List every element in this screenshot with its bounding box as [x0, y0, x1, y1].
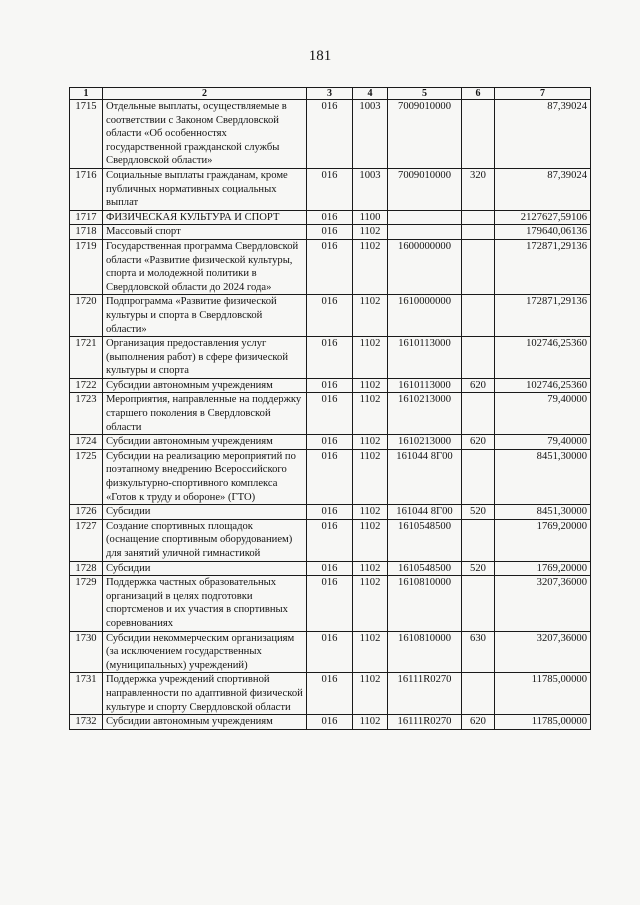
- row-number-cell: 1732: [70, 715, 103, 730]
- row-name-cell: Субсидии на реализацию мероприятий по поэтапному внедрению Всероссийского физкультурно-спортивного комплекса «Готов к труду и обороне» (ГТО): [103, 449, 307, 504]
- row-section-code-cell: 1102: [353, 576, 388, 631]
- row-name-cell: Субсидии автономным учреждениям: [103, 378, 307, 393]
- column-header-2: 2: [103, 88, 307, 100]
- row-section-code-cell: 1102: [353, 378, 388, 393]
- row-section-code-cell: 1102: [353, 715, 388, 730]
- table-row: [70, 519, 591, 561]
- row-number-cell: 1726: [70, 505, 103, 520]
- table-row: [70, 576, 591, 631]
- row-target-article-cell: 161044 8Г00: [388, 505, 462, 520]
- column-header-5: 5: [388, 88, 462, 100]
- row-amount-cell: 11785,00000: [495, 715, 591, 730]
- column-header-1: 1: [70, 88, 103, 100]
- row-number-cell: 1730: [70, 631, 103, 673]
- row-target-article-cell: 161044 8Г00: [388, 449, 462, 504]
- row-amount-cell: 8451,30000: [495, 449, 591, 504]
- row-number-cell: 1731: [70, 673, 103, 715]
- row-target-article-cell: 1610548500: [388, 561, 462, 576]
- row-expense-type-cell: 520: [462, 561, 495, 576]
- row-department-code-cell: 016: [307, 576, 353, 631]
- row-number-cell: 1721: [70, 337, 103, 379]
- table-row: [70, 100, 591, 169]
- row-amount-cell: 102746,25360: [495, 337, 591, 379]
- row-amount-cell: 172871,29136: [495, 239, 591, 294]
- row-section-code-cell: 1102: [353, 519, 388, 561]
- row-number-cell: 1717: [70, 210, 103, 225]
- row-section-code-cell: 1102: [353, 295, 388, 337]
- row-number-cell: 1720: [70, 295, 103, 337]
- row-expense-type-cell: [462, 295, 495, 337]
- row-target-article-cell: 1610000000: [388, 295, 462, 337]
- row-amount-cell: 2127627,59106: [495, 210, 591, 225]
- row-name-cell: Поддержка учреждений спортивной направленности по адаптивной физической культуре и спорту Свердловской области: [103, 673, 307, 715]
- row-name-cell: ФИЗИЧЕСКАЯ КУЛЬТУРА И СПОРТ: [103, 210, 307, 225]
- row-name-cell: Создание спортивных площадок (оснащение спортивным оборудованием) для занятий уличной гимнастикой: [103, 519, 307, 561]
- table-row: [70, 239, 591, 294]
- row-section-code-cell: 1102: [353, 449, 388, 504]
- row-department-code-cell: 016: [307, 239, 353, 294]
- row-amount-cell: 102746,25360: [495, 378, 591, 393]
- row-expense-type-cell: [462, 673, 495, 715]
- table-body: [70, 100, 591, 730]
- table-row: [70, 631, 591, 673]
- row-number-cell: 1725: [70, 449, 103, 504]
- row-name-cell: Поддержка частных образовательных организаций в целях подготовки спортсменов и их участия в спортивных соревнованиях: [103, 576, 307, 631]
- row-expense-type-cell: 620: [462, 435, 495, 450]
- row-amount-cell: 179640,06136: [495, 225, 591, 240]
- row-section-code-cell: 1102: [353, 505, 388, 520]
- row-department-code-cell: 016: [307, 225, 353, 240]
- row-number-cell: 1716: [70, 168, 103, 210]
- budget-table: [69, 87, 591, 730]
- row-target-article-cell: 1610213000: [388, 393, 462, 435]
- row-amount-cell: 172871,29136: [495, 295, 591, 337]
- row-name-cell: Субсидии автономным учреждениям: [103, 435, 307, 450]
- row-department-code-cell: 016: [307, 295, 353, 337]
- row-expense-type-cell: [462, 449, 495, 504]
- row-department-code-cell: 016: [307, 505, 353, 520]
- row-section-code-cell: 1100: [353, 210, 388, 225]
- row-section-code-cell: 1102: [353, 337, 388, 379]
- table-row: [70, 505, 591, 520]
- column-header-4: 4: [353, 88, 388, 100]
- table-header: [70, 88, 591, 100]
- row-target-article-cell: 1610810000: [388, 576, 462, 631]
- row-expense-type-cell: 630: [462, 631, 495, 673]
- row-number-cell: 1718: [70, 225, 103, 240]
- row-name-cell: Субсидии автономным учреждениям: [103, 715, 307, 730]
- row-target-article-cell: 7009010000: [388, 100, 462, 169]
- row-expense-type-cell: 620: [462, 378, 495, 393]
- row-target-article-cell: [388, 210, 462, 225]
- row-target-article-cell: 1610548500: [388, 519, 462, 561]
- column-header-6: 6: [462, 88, 495, 100]
- row-number-cell: 1724: [70, 435, 103, 450]
- row-name-cell: Организация предоставления услуг (выполнения работ) в сфере физической культуры и спорта: [103, 337, 307, 379]
- row-amount-cell: 11785,00000: [495, 673, 591, 715]
- row-target-article-cell: 16111R0270: [388, 715, 462, 730]
- table-row: [70, 449, 591, 504]
- table-row: [70, 561, 591, 576]
- row-target-article-cell: 1610213000: [388, 435, 462, 450]
- table-row: [70, 225, 591, 240]
- table-row: [70, 337, 591, 379]
- column-header-7: 7: [495, 88, 591, 100]
- row-expense-type-cell: 520: [462, 505, 495, 520]
- row-section-code-cell: 1102: [353, 435, 388, 450]
- row-name-cell: Массовый спорт: [103, 225, 307, 240]
- row-amount-cell: 1769,20000: [495, 519, 591, 561]
- row-section-code-cell: 1102: [353, 673, 388, 715]
- row-amount-cell: 8451,30000: [495, 505, 591, 520]
- row-name-cell: Государственная программа Свердловской области «Развитие физической культуры, спорта и молодежной политики в Свердловской области до 2024 года»: [103, 239, 307, 294]
- row-number-cell: 1715: [70, 100, 103, 169]
- row-number-cell: 1722: [70, 378, 103, 393]
- row-name-cell: Отдельные выплаты, осуществляемые в соответствии с Законом Свердловской области «Об особенностях государственной гражданской службы Свердловской области»: [103, 100, 307, 169]
- row-name-cell: Субсидии некоммерческим организациям (за исключением государственных (муниципальных) учреждений): [103, 631, 307, 673]
- table-row: [70, 295, 591, 337]
- row-target-article-cell: 1600000000: [388, 239, 462, 294]
- row-number-cell: 1723: [70, 393, 103, 435]
- row-expense-type-cell: [462, 100, 495, 169]
- table-row: [70, 378, 591, 393]
- row-expense-type-cell: [462, 393, 495, 435]
- row-department-code-cell: 016: [307, 673, 353, 715]
- row-expense-type-cell: 620: [462, 715, 495, 730]
- row-name-cell: Субсидии: [103, 505, 307, 520]
- row-department-code-cell: 016: [307, 100, 353, 169]
- table-row: [70, 168, 591, 210]
- row-name-cell: Субсидии: [103, 561, 307, 576]
- row-expense-type-cell: [462, 225, 495, 240]
- row-target-article-cell: 1610113000: [388, 337, 462, 379]
- row-target-article-cell: [388, 225, 462, 240]
- table-row: [70, 673, 591, 715]
- row-section-code-cell: 1003: [353, 100, 388, 169]
- row-number-cell: 1719: [70, 239, 103, 294]
- row-department-code-cell: 016: [307, 378, 353, 393]
- row-amount-cell: 3207,36000: [495, 631, 591, 673]
- row-department-code-cell: 016: [307, 337, 353, 379]
- row-amount-cell: 79,40000: [495, 435, 591, 450]
- row-number-cell: 1729: [70, 576, 103, 631]
- row-department-code-cell: 016: [307, 210, 353, 225]
- row-section-code-cell: 1102: [353, 225, 388, 240]
- row-amount-cell: 87,39024: [495, 100, 591, 169]
- table-row: [70, 210, 591, 225]
- row-expense-type-cell: [462, 337, 495, 379]
- row-expense-type-cell: [462, 210, 495, 225]
- row-amount-cell: 1769,20000: [495, 561, 591, 576]
- row-target-article-cell: 16111R0270: [388, 673, 462, 715]
- table-row: [70, 715, 591, 730]
- row-target-article-cell: 7009010000: [388, 168, 462, 210]
- row-section-code-cell: 1102: [353, 393, 388, 435]
- row-expense-type-cell: [462, 519, 495, 561]
- row-amount-cell: 3207,36000: [495, 576, 591, 631]
- row-department-code-cell: 016: [307, 519, 353, 561]
- row-target-article-cell: 1610810000: [388, 631, 462, 673]
- row-department-code-cell: 016: [307, 449, 353, 504]
- row-department-code-cell: 016: [307, 561, 353, 576]
- column-header-3: 3: [307, 88, 353, 100]
- row-number-cell: 1728: [70, 561, 103, 576]
- row-amount-cell: 79,40000: [495, 393, 591, 435]
- row-expense-type-cell: [462, 576, 495, 631]
- row-name-cell: Мероприятия, направленные на поддержку старшего поколения в Свердловской области: [103, 393, 307, 435]
- row-department-code-cell: 016: [307, 393, 353, 435]
- row-expense-type-cell: [462, 239, 495, 294]
- row-section-code-cell: 1102: [353, 561, 388, 576]
- row-name-cell: Социальные выплаты гражданам, кроме публичных нормативных социальных выплат: [103, 168, 307, 210]
- row-number-cell: 1727: [70, 519, 103, 561]
- table-row: [70, 393, 591, 435]
- row-target-article-cell: 1610113000: [388, 378, 462, 393]
- row-department-code-cell: 016: [307, 168, 353, 210]
- row-name-cell: Подпрограмма «Развитие физической культуры и спорта в Свердловской области»: [103, 295, 307, 337]
- table-row: [70, 435, 591, 450]
- row-department-code-cell: 016: [307, 715, 353, 730]
- row-expense-type-cell: 320: [462, 168, 495, 210]
- row-section-code-cell: 1102: [353, 631, 388, 673]
- header-row: [70, 88, 591, 100]
- row-section-code-cell: 1003: [353, 168, 388, 210]
- page-number: 181: [308, 48, 332, 64]
- row-section-code-cell: 1102: [353, 239, 388, 294]
- row-amount-cell: 87,39024: [495, 168, 591, 210]
- row-department-code-cell: 016: [307, 631, 353, 673]
- row-department-code-cell: 016: [307, 435, 353, 450]
